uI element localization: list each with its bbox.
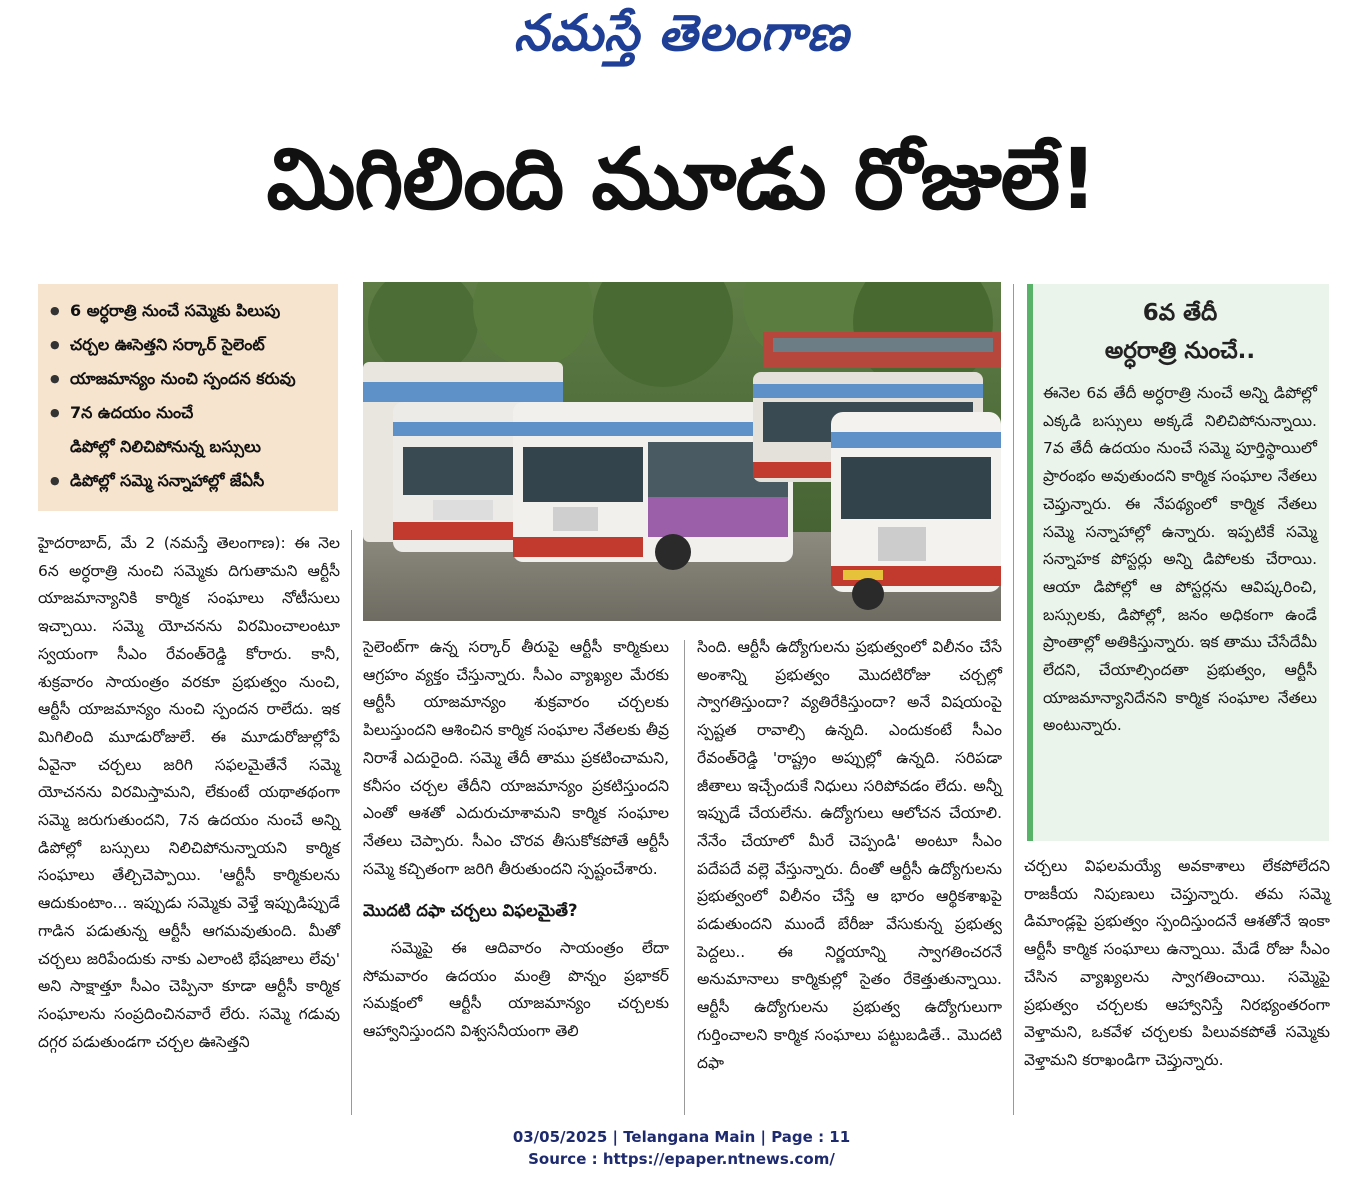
highlight-item: ● చర్చల ఊసెత్తని సర్కార్ సైలెంట్ [48,328,330,362]
highlight-item: ● 6 అర్ధరాత్రి నుంచే సమ్మెకు పిలుపు [48,294,330,328]
headline: మిగిలింది మూడు రోజులే! [266,130,1097,228]
column-divider [351,530,352,1115]
article-paragraph: హైదరాబాద్, మే 2 (నమస్తే తెలంగాణ): ఈ నెల 6న అర్ధరాత్రి నుంచి సమ్మెకు దిగుతామని ఆర్టీసీ యాజమాన్యానికి కార్మిక సంఘాలు నోటీసులు ఇచ్చాయి. సమ్మె యోచనను విరమించాలంటూ స్వయంగా సీఎం రేవంత్‌రెడ్డి కోరారు. కానీ, శుక్రవారం సాయంత్రం వరకూ ప్రభుత్వం నుంచి, ఆర్టీసీ యాజమాన్యం నుంచి స్పందన రాలేదు. ఇక మిగిలింది మూడురోజులే. ఈ మూడురోజుల్లోపే ఏవైనా చర్చలు జరిగి సఫలమైతేనే సమ్మె యోచనను విరమిస్తామని, లేకుంటే యథాతథంగా సమ్మె జరుగుతుందని, 7న ఉదయం నుంచే అన్ని డిపోల్లో బస్సులు నిలిచిపోనున్నాయని కార్మిక సంఘాలు తేల్చిచెప్పాయి. 'ఆర్టీసీ కార్మికులను ఆదుకుంటాం... ఇప్పుడు సమ్మెకు వెళ్తే ఇప్పుడిప్పుడే గాడిన పడుతున్న ఆర్టీసీ ఆగమవుతుంది. మీతో చర్చలు జరిపేందుకు నాకు ఎలాంటి భేషజాలు లేవు' అని సాక్షాత్తూ సీఎం చెప్పినా కూడా ఆర్టీసీ కార్మిక సంఘాలను సంప్రదించినవారే లేరు. సమ్మె గడువు దగ్గర పడుతుండగా చర్చల ఊసెత్తని [38,534,340,1051]
article-column-4 [1024,853,1330,1075]
highlight-item: ● 7న ఉదయం నుంచే [48,396,330,430]
highlights-box [38,284,338,511]
article-paragraph: సింది. ఆర్టీసీ ఉద్యోగులను ప్రభుత్వంలో విలీనం చేసే అంశాన్ని ప్రభుత్వం మొదటిరోజు చర్చల్లో స్వాగతిస్తుందా? వ్యతిరేకిస్తుందా? అనే విషయంపై స్పష్టత రావాల్సి ఉన్నది. ఎందుకంటే సీఎం రేవంత్‌రెడ్డి 'రాష్ట్రం అప్పుల్లో ఉన్నది. సరిపడా జీతాలు ఇచ్చేందుకే నిధులు సరిపోవడం లేదు. అన్నీ ఇప్పుడే చేయలేను. ఉద్యోగులు ఆలోచన చేయాలి. నేనేం చేయాలో మీరే చెప్పండి' అంటూ సీఎం పదేపదే వల్లె వేస్తున్నారు. దీంతో ఆర్టీసీ ఉద్యోగులను ప్రభుత్వంలో విలీనం చేస్తే ఆ భారం ఆర్థికశాఖపై పడుతుందని ముందే బేరీజు వేసుకున్న ప్రభుత్వ పెద్దలు.. ఈ నిర్ణయాన్ని స్వాగతించరనే అనుమానాలు కార్మికుల్లో సైతం రేకెత్తుతున్నాయి. ఆర్టీసీ ఉద్యోగులను ప్రభుత్వ ఉద్యోగులుగా గుర్తించాలని కార్మిక సంఘాలు పట్టుబడితే.. మొదటి దఫా [697,638,1002,1072]
bus-depot-photo [363,282,1001,621]
sidebar-heading: 6వ తేదీ [1142,300,1218,326]
sidebar-box [1027,284,1329,841]
article-paragraph: సైలెంట్‌గా ఉన్న సర్కార్ తీరుపై ఆర్టీసీ కార్మికులు ఆగ్రహం వ్యక్తం చేస్తున్నారు. సీఎం వ్యాఖ్యల మేరకు ఆర్టీసీ యాజమాన్యం శుక్రవారం చర్చలకు పిలుస్తుందని ఆశించిన కార్మిక సంఘాల నేతలకు తీవ్ర నిరాశే ఎదురైంది. సమ్మె తేదీ తాము ప్రకటించామని, కనీసం చర్చల తేదీని యాజమాన్యం ప్రకటిస్తుందని ఎంతో ఆశతో ఎదురుచూశామని కార్మిక సంఘాల నేతలు చెప్పారు. సీఎం చొరవ తీసుకోకపోతే ఆర్టీసీ సమ్మె కచ్చితంగా జరిగి తీరుతుందని స్పష్టంచేశారు. [363,638,669,878]
sidebar-text: ఈనెల 6వ తేదీ అర్ధరాత్రి నుంచే అన్ని డిపోల్లో ఎక్కడి బస్సులు అక్కడే నిలిచిపోనున్నాయి. 7వ తేదీ ఉదయం నుంచే సమ్మె పూర్తిస్థాయిలో ప్రారంభం అవుతుందని కార్మిక సంఘాల నేతలు చెప్తున్నారు. ఈ నేపథ్యంలో కార్మిక నేతలు సమ్మె సన్నాహాల్లో ఉన్నారు. ఇప్పటికే సమ్మె సన్నాహక పోస్టర్లు అన్ని డిపోలకు చేరాయి. ఆయా డిపోల్లో ఆ పోస్టర్లను ఆవిష్కరించి, బస్సులకు, డిపోల్లో, జనం అధికంగా ఉండే ప్రాంతాల్లో అతికిస్తున్నారు. ఇక తాము చేసేదేమీ లేదని, చేయాల్సిందతా ప్రభుత్వం, ఆర్టీసీ యాజమాన్యానిదేనని కార్మిక సంఘాల నేతలు అంటున్నారు. [1043,384,1317,735]
article-paragraph: సమ్మెపై ఈ ఆదివారం సాయంత్రం లేదా సోమవారం ఉదయం మంత్రి పొన్నం ప్రభాకర్ సమక్షంలో ఆర్టీసీ యాజమాన్యం చర్చలకు ఆహ్వానిస్తుందని విశ్వసనీయంగా తెలి [363,939,669,1041]
article-column-1 [38,530,340,1056]
subheading: మొదటి దఫా చర్చలు విఫలమైతే? [363,901,578,921]
column-divider [684,640,685,1115]
footer-date-line: 03/05/2025 | Telangana Main | Page : 11 [512,1128,851,1146]
highlight-item: ● యాజమాన్యం నుంచి స్పందన కరువు [48,362,330,396]
article-column-3 [697,634,1002,1077]
highlight-item: ● డిపోల్లో సమ్మె సన్నాహాల్లో జేఏసీ [48,464,330,498]
article-paragraph: చర్చలు విఫలమయ్యే అవకాశాలు లేకపోలేదని రాజకీయ నిపుణులు చెప్తున్నారు. తమ సమ్మె డిమాండ్లపై ప్రభుత్వం స్పందిస్తుందనే ఆశతోనే ఇంకా ఆర్టీసీ కార్మిక సంఘాలు ఉన్నాయి. మేడే రోజు సీఎం చేసిన వ్యాఖ్యలను స్వాగతించాయి. సమ్మెపై ప్రభుత్వం చర్చలకు ఆహ్వానిస్తే నిరభ్యంతరంగా వెళ్తామని, ఒకవేళ చర్చలకు పిలువకపోతే సమ్మెకు వెళ్తామని కరాఖండిగా చెప్తున్నారు. [1024,857,1330,1069]
column-divider [1013,284,1014,1115]
footer-source-link[interactable]: Source : https://epaper.ntnews.com/ [528,1150,835,1168]
sidebar-heading: అర్ధరాత్రి నుంచే.. [1104,338,1256,364]
highlight-item-continuation: డిపోల్లో నిలిచిపోనున్న బస్సులు [70,437,261,456]
masthead-title: నమస్తే తెలంగాణ [513,4,850,62]
article-column-2 [363,634,669,1046]
